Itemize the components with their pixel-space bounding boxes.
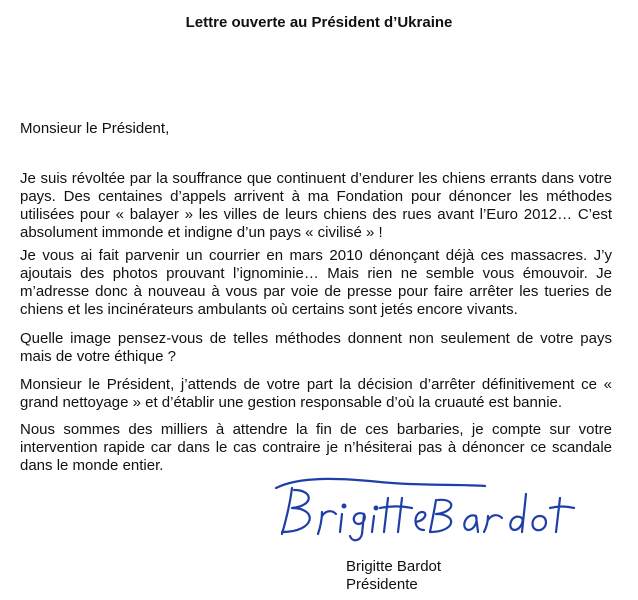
signer-role: Présidente (346, 576, 418, 593)
paragraph-4: Monsieur le Président, j’attends de votre part la décision d’arrêter définitivement ce « grand nettoyage » et d’établir une gestion responsable d’où la cruauté est bannie. (20, 376, 612, 411)
handwritten-signature (270, 474, 580, 544)
paragraph-2: Je vous ai fait parvenir un courrier en mars 2010 dénonçant déjà ces massacres. J’y ajoutais des photos prouvant l’ignominie… Mais rien ne semble vous émouvoir. Je m’adresse donc à nouveau à vous par voie de presse pour faire arrêter les tueries de chiens et les incinérateurs ambulants où certains sont jetés encore vivants. (20, 247, 612, 318)
letter-title: Lettre ouverte au Président d’Ukraine (185, 14, 453, 31)
paragraph-5: Nous sommes des milliers à attendre la fin de ces barbaries, je compte sur votre intervention rapide car dans le cas contraire je n’hésiterai pas à dénoncer ce scandale dans le monde entier. (20, 421, 612, 474)
signer-name: Brigitte Bardot (346, 558, 442, 575)
paragraph-3: Quelle image pensez-vous de telles méthodes donnent non seulement de votre pays mais de votre éthique ? (20, 330, 612, 365)
salutation: Monsieur le Président, (20, 120, 170, 137)
paragraph-1: Je suis révoltée par la souffrance que continuent d’endurer les chiens errants dans votre pays. Des centaines d’appels arrivent à ma Fondation pour dénoncer les méthodes utilisées pour « balayer » les villes de leurs chiens des rues avant l’Euro 2012… C’est absolument immonde et indigne d’un pays « civilisé » ! (20, 170, 612, 241)
